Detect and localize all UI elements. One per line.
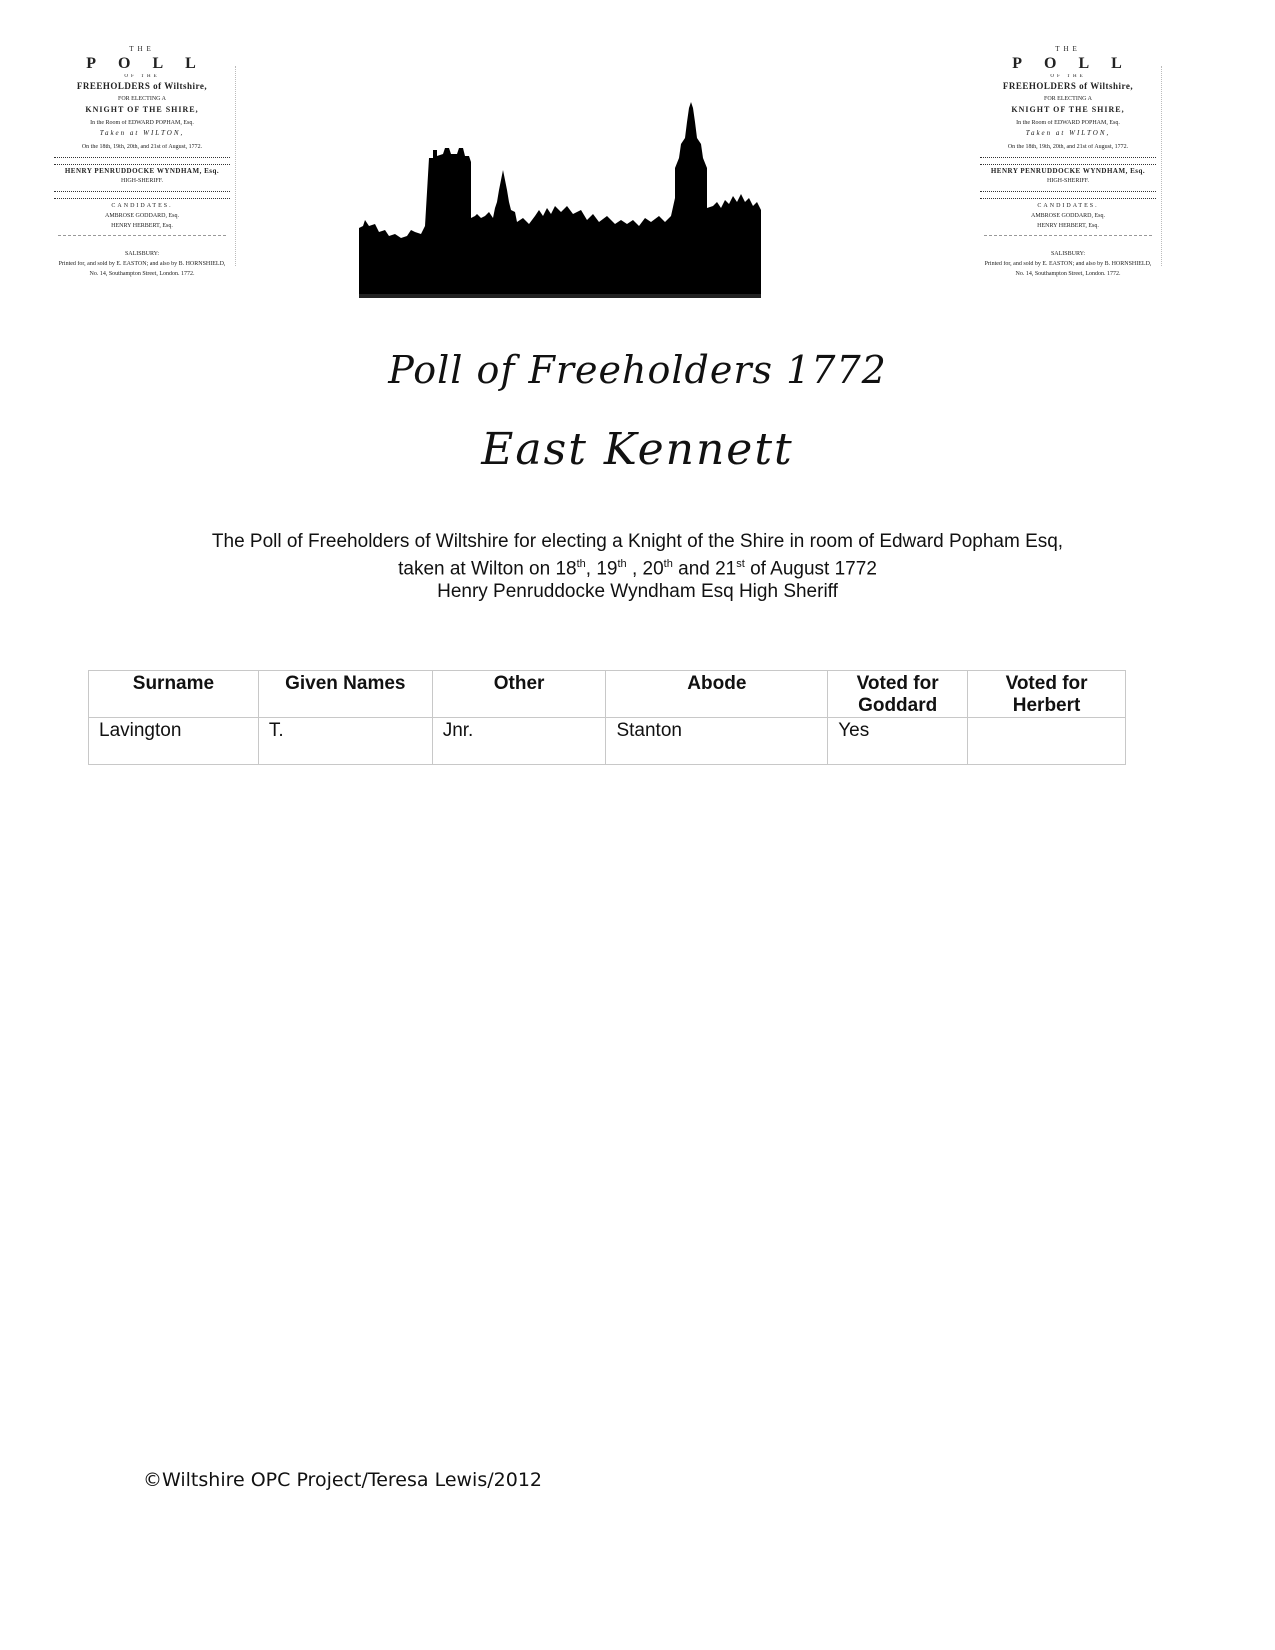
tp-for-electing: FOR ELECTING A — [1044, 96, 1092, 102]
intro-line-1: The Poll of Freeholders of Wiltshire for electing a Knight of the Shire in room of Edward Popham Esq, — [211, 531, 1064, 552]
intro-line-3: Henry Penruddocke Wyndham Esq High Sheriff — [437, 581, 838, 603]
tp-divider — [54, 157, 230, 165]
column-header-other: Other — [432, 671, 606, 718]
tp-printer: Printed for, and sold by E. EASTON; and also by B. HORNSHIELD, — [984, 261, 1152, 267]
tp-freeholders: FREEHOLDERS of Wiltshire, — [1002, 82, 1134, 91]
tp-candidate-1: AMBROSE GODDARD, Esq. — [104, 213, 179, 219]
tp-knight: KNIGHT OF THE SHIRE, — [85, 106, 199, 114]
intro-text — [0, 530, 1275, 603]
tp-printer-2: No. 14, Southampton Street, London. 1772. — [89, 271, 195, 277]
tp-dates: On the 18th, 19th, 20th, and 21st of August, 1772. — [81, 144, 203, 150]
tp-place: SALISBURY: — [1050, 251, 1086, 257]
tp-poll: POLL — [1012, 56, 1144, 72]
table-header-row — [89, 671, 1126, 718]
page-title: Poll of Freeholders 1772 — [388, 348, 887, 392]
copyright-footer: ©Wiltshire OPC Project/Teresa Lewis/2012 — [143, 1469, 542, 1491]
cell-abode: Stanton — [606, 718, 828, 765]
tp-in-room: In the Room of EDWARD POPHAM, Esq. — [90, 120, 194, 126]
tp-rule — [58, 235, 226, 237]
tp-of-the: OF THE — [1050, 74, 1086, 79]
tp-of-the: OF THE — [124, 74, 160, 79]
parish-title: East Kennett — [481, 424, 794, 475]
tp-candidates: CANDIDATES. — [111, 203, 173, 209]
tp-taken: Taken at WILTON, — [1025, 130, 1111, 137]
tp-candidate-2: HENRY HERBERT, Esq. — [111, 223, 173, 229]
tp-for-electing: FOR ELECTING A — [118, 96, 166, 102]
intro-line-2: taken at Wilton on 18th, 19th , 20th and 21st of August 1772 — [398, 558, 877, 580]
table-row — [89, 718, 1126, 765]
column-header-voted-goddard: Voted for Goddard — [828, 671, 968, 718]
tp-divider — [980, 157, 1156, 165]
tp-printer-2: No. 14, Southampton Street, London. 1772. — [1015, 271, 1121, 277]
tp-taken: Taken at WILTON, — [99, 130, 185, 137]
tp-rule — [984, 235, 1152, 237]
column-header-voted-herbert: Voted for Herbert — [968, 671, 1126, 718]
poll-table — [88, 670, 1126, 765]
cell-voted-herbert — [968, 718, 1126, 765]
tp-sheriff-title: HIGH-SHERIFF. — [1046, 178, 1090, 184]
tp-sheriff: HENRY PENRUDDOCKE WYNDHAM, Esq. — [64, 168, 220, 175]
column-header-given-names: Given Names — [258, 671, 432, 718]
parliament-skyline-image — [345, 98, 775, 298]
tp-dates: On the 18th, 19th, 20th, and 21st of August, 1772. — [1007, 144, 1129, 150]
title-page-image-right — [978, 46, 1158, 286]
tp-divider — [980, 191, 1156, 199]
cell-given-names: T. — [258, 718, 432, 765]
column-header-surname: Surname — [89, 671, 259, 718]
tp-the: THE — [129, 46, 155, 53]
tp-knight: KNIGHT OF THE SHIRE, — [1011, 106, 1125, 114]
tp-sheriff-title: HIGH-SHERIFF. — [120, 178, 164, 184]
tp-candidate-1: AMBROSE GODDARD, Esq. — [1030, 213, 1105, 219]
tp-freeholders: FREEHOLDERS of Wiltshire, — [76, 82, 208, 91]
tp-divider — [54, 191, 230, 199]
tp-candidates: CANDIDATES. — [1037, 203, 1099, 209]
tp-the: THE — [1055, 46, 1081, 53]
cell-voted-goddard: Yes — [828, 718, 968, 765]
cell-other: Jnr. — [432, 718, 606, 765]
column-header-abode: Abode — [606, 671, 828, 718]
tp-sheriff: HENRY PENRUDDOCKE WYNDHAM, Esq. — [990, 168, 1146, 175]
cell-surname: Lavington — [89, 718, 259, 765]
tp-place: SALISBURY: — [124, 251, 160, 257]
tp-printer: Printed for, and sold by E. EASTON; and also by B. HORNSHIELD, — [58, 261, 226, 267]
tp-poll: POLL — [86, 56, 218, 72]
title-page-image-left — [52, 46, 232, 286]
tp-candidate-2: HENRY HERBERT, Esq. — [1037, 223, 1099, 229]
tp-in-room: In the Room of EDWARD POPHAM, Esq. — [1016, 120, 1120, 126]
